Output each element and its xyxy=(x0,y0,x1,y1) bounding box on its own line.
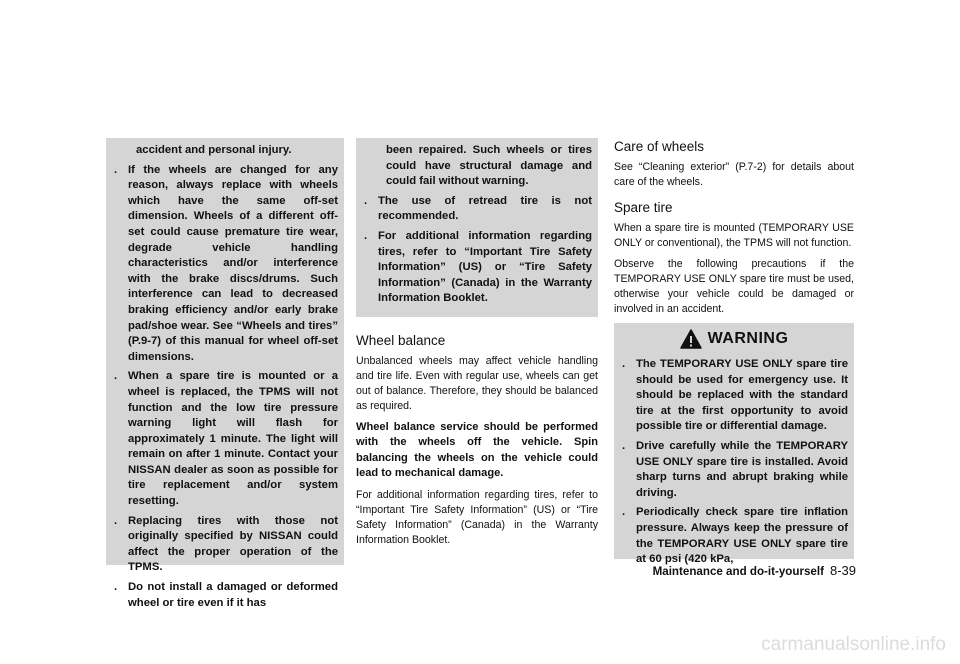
paragraph: See “Cleaning exterior” (P.7-2) for details about care of the wheels. xyxy=(614,161,854,188)
right-column xyxy=(614,139,854,566)
bullet-text: Periodically check spare tire inflation pressure. Always keep the pressure of the TEMPORARY USE ONLY spare tire at 60 psi (420 kPa, xyxy=(636,506,848,566)
warning-bullet: . The TEMPORARY USE ONLY spare tire should be used for emergency use. It should be replaced with the standard tire at the first opportunity to avoid possible tire or differential damage. xyxy=(614,357,854,435)
paragraph: Observe the following precautions if the TEMPORARY USE ONLY spare tire must be used, otherwise your vehicle could be damaged or involved in an accident. xyxy=(614,258,854,315)
warning-bullet: . Periodically check spare tire inflation pressure. Always keep the pressure of the TEMPORARY USE ONLY spare tire at 60 psi (420 kPa, xyxy=(614,505,854,567)
footer-section-title: Maintenance and do-it-yourself xyxy=(652,565,824,578)
warning-bullet: . Drive carefully while the TEMPORARY USE ONLY spare tire is installed. Avoid sharp turns and abrupt braking while driving. xyxy=(614,439,854,501)
warning-bullet: . For additional information regarding tires, refer to “Important Tire Safety Information” (US) or “Tire Safety Information” (Canada) in the Warranty Information Booklet. xyxy=(356,229,598,307)
page-number: 8-39 xyxy=(829,563,856,578)
warning-bullet: . Do not install a damaged or deformed wheel or tire even if it has xyxy=(106,580,344,611)
paragraph: For additional information regarding tires, refer to “Important Tire Safety Information” (US) or “Tire Safety Information” (Canada) in the Warranty Information Booklet. xyxy=(356,488,598,546)
warning-triangle-icon xyxy=(680,329,702,349)
warning-title: WARNING xyxy=(707,330,789,347)
bullet-text: For additional information regarding tires, refer to “Important Tire Safety Information” (US) or “Tire Safety Information” (Canada) in the Warranty Information Booklet. xyxy=(378,229,592,305)
middle-column xyxy=(356,138,598,554)
continued-text: been repaired. Such wheels or tires could have structural damage and could fail without warning. xyxy=(386,144,592,188)
warning-header xyxy=(614,323,854,355)
bullet-text: When a spare tire is mounted or a wheel is replaced, the TPMS will not function and the low tire pressure warning light will flash for approximately 1 minute. The light will remain on after 1 minute. Contact your NISSAN dealer as soon as possible for tire replacement and/or system resetting. xyxy=(128,370,338,508)
warning-bullet: . If the wheels are changed for any reason, always replace with wheels which have the same off-set dimension. Wheels of a different off-set could cause premature tire wear, degrade vehicle handling characteristics and/or interference with the brake discs/drums. Such interference can lead to decreased braking efficiency and/or early brake pad/shoe wear. See “Wheels and tires” (P.9-7) of this manual for wheel off-set dimensions. xyxy=(106,163,344,366)
bullet-text: The TEMPORARY USE ONLY spare tire should be used for emergency use. It should be replaced with the standard tire at the first opportunity to avoid possible tire or differential damage. xyxy=(636,358,848,433)
watermark: carmanualsonline.info xyxy=(761,634,946,655)
bold-paragraph: Wheel balance service should be performed with the wheels off the vehicle. Spin balancing the wheels on the vehicle could lead to mechanical damage. xyxy=(356,420,598,480)
section-heading-wheel-balance: Wheel balance xyxy=(356,332,446,348)
warning-panel-continued xyxy=(106,138,344,609)
paragraph: When a spare tire is mounted (TEMPORARY USE ONLY or conventional), the TPMS will not function. xyxy=(614,222,854,249)
warning-panel-continued xyxy=(356,138,598,317)
warning-bullet: . Replacing tires with those not originally specified by NISSAN could affect the proper operation of the TPMS. xyxy=(106,514,344,576)
bullet-text: The use of retread tire is not recommended. xyxy=(378,194,592,223)
bullet-text: Do not install a damaged or deformed wheel or tire even if it has xyxy=(128,581,338,609)
paragraph: Unbalanced wheels may affect vehicle handling and tire life. Even with regular use, wheels can get out of balance. Therefore, they should be balanced as required. xyxy=(356,354,598,412)
warning-bullet: . The use of retread tire is not recommended. xyxy=(356,194,598,225)
continued-text: accident and personal injury. xyxy=(136,144,292,156)
bullet-text: Replacing tires with those not originally specified by NISSAN could affect the proper operation of the TPMS. xyxy=(128,514,338,574)
section-heading-care-of-wheels: Care of wheels xyxy=(614,139,705,154)
bullet-text: Drive carefully while the TEMPORARY USE ONLY spare tire is installed. Avoid sharp turns and abrupt braking while driving. xyxy=(636,439,848,499)
bullet-text: If the wheels are changed for any reason, always replace with wheels which have the same off-set dimension. Wheels of a different off-set could cause premature tire wear, degrade vehicle handling characteristics and/or interference with the brake discs/drums. Such interference can lead to decreased braking efficiency and/or early brake pad/shoe wear. See “Wheels and tires” (P.9-7) of this manual for wheel off-set dimensions. xyxy=(128,163,338,363)
page-footer xyxy=(626,563,856,578)
warning-panel xyxy=(614,355,854,566)
warning-bullet: . When a spare tire is mounted or a wheel is replaced, the TPMS will not function and the low tire pressure warning light will flash for approximately 1 minute. The light will remain on after 1 minute. Contact your NISSAN dealer as soon as possible for tire replacement and/or system resetting. xyxy=(106,369,344,509)
section-heading-spare-tire: Spare tire xyxy=(614,200,673,215)
